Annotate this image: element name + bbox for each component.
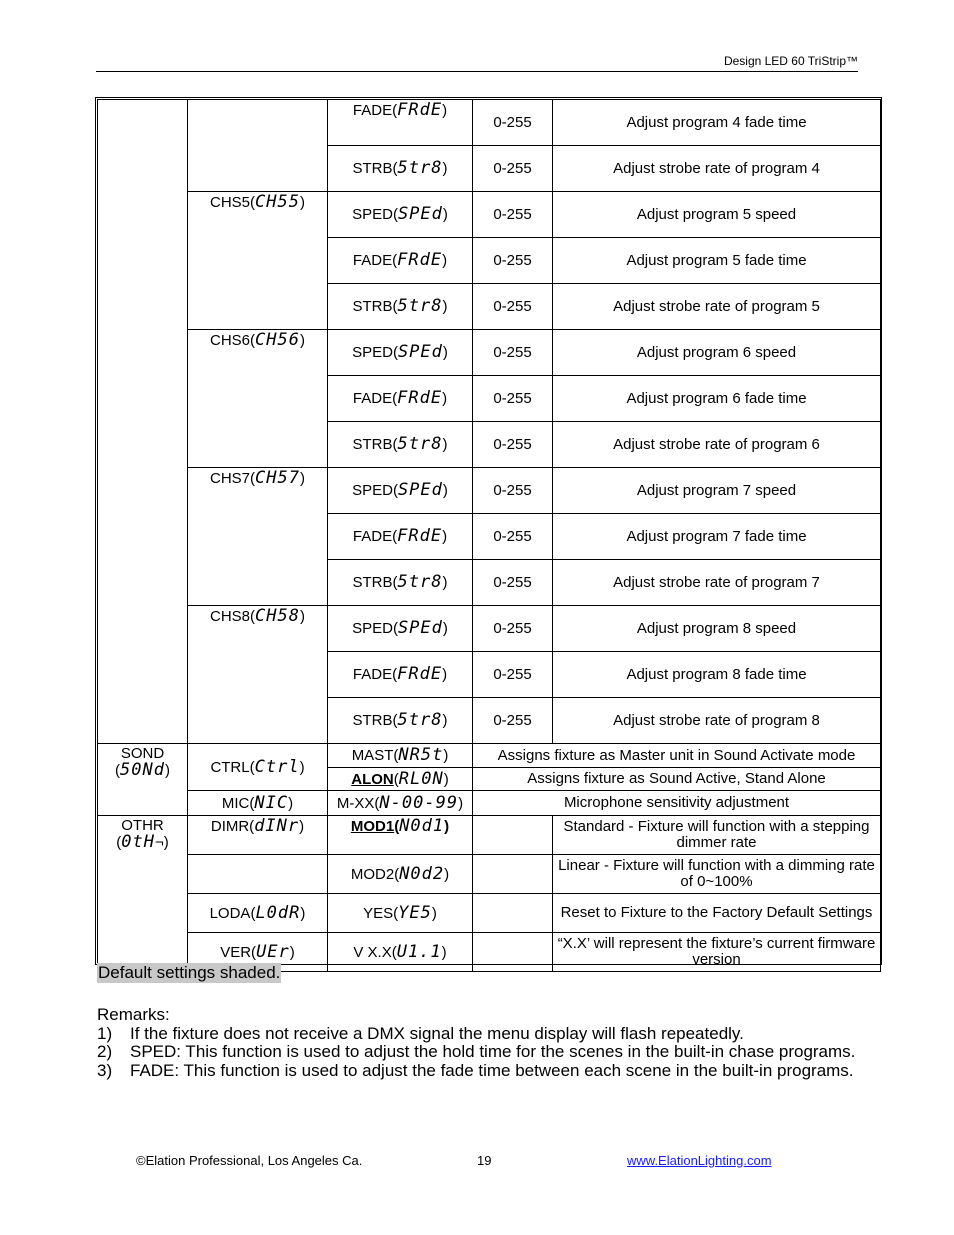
segment-display-text: YE5 bbox=[398, 902, 432, 923]
segment-display-text: SPEd bbox=[397, 204, 443, 224]
function-cell: STRB(5tr8) bbox=[328, 284, 473, 330]
range-cell: 0-255 bbox=[473, 698, 553, 744]
segment-display-text: RL0N bbox=[398, 768, 444, 789]
function-cell: FADE(FRdE) bbox=[328, 652, 473, 698]
description-cell: Adjust strobe rate of program 8 bbox=[553, 698, 881, 744]
function-cell: STRB(5tr8) bbox=[328, 422, 473, 468]
alon-cell: ALON(RL0N) bbox=[328, 768, 473, 791]
function-cell: SPED(SPEd) bbox=[328, 192, 473, 238]
segment-display-text: UEr bbox=[256, 941, 290, 962]
empty-range-cell bbox=[473, 894, 553, 933]
range-cell: 0-255 bbox=[473, 560, 553, 606]
footer-copyright: ©Elation Professional, Los Angeles Ca. bbox=[136, 1153, 363, 1168]
description-cell: Adjust program 5 speed bbox=[553, 192, 881, 238]
segment-display-text: N0d2 bbox=[399, 863, 445, 884]
segment-display-text: FRdE bbox=[397, 664, 443, 684]
channel-cell: CHS6(CH56) bbox=[188, 330, 328, 468]
range-cell: 0-255 bbox=[473, 422, 553, 468]
function-cell: SPED(SPEd) bbox=[328, 330, 473, 376]
remarks-section bbox=[97, 1006, 857, 1080]
table-row bbox=[98, 330, 881, 376]
menu-group-cell bbox=[98, 100, 188, 744]
segment-display-text: SPEd bbox=[397, 480, 443, 500]
segment-display-text: CH57 bbox=[255, 468, 300, 488]
remarks-list bbox=[97, 1025, 857, 1081]
description-cell: Adjust program 6 fade time bbox=[553, 376, 881, 422]
channel-cell: CHS8(CH58) bbox=[188, 606, 328, 744]
range-cell: 0-255 bbox=[473, 514, 553, 560]
table-row bbox=[98, 816, 881, 855]
segment-display-text: 50Nd bbox=[120, 760, 165, 780]
segment-display-text: U1.1 bbox=[396, 941, 442, 962]
range-cell: 0-255 bbox=[473, 468, 553, 514]
description-cell: Adjust strobe rate of program 5 bbox=[553, 284, 881, 330]
segment-display-text: 5tr8 bbox=[397, 434, 443, 454]
mast-cell: MAST(NR5t) bbox=[328, 744, 473, 768]
menu-table-frame bbox=[95, 97, 882, 968]
segment-display-text: FRdE bbox=[397, 250, 443, 270]
description-cell: Adjust program 6 speed bbox=[553, 330, 881, 376]
page-header-title: Design LED 60 TriStrip™ bbox=[723, 54, 858, 68]
empty-range-cell bbox=[473, 816, 553, 855]
mxx-cell: M-XX(N-00-99) bbox=[328, 791, 473, 816]
segment-display-text: NIC bbox=[254, 792, 289, 813]
description-cell: Adjust strobe rate of program 6 bbox=[553, 422, 881, 468]
function-cell: STRB(5tr8) bbox=[328, 560, 473, 606]
segment-display-text: 5tr8 bbox=[397, 572, 443, 592]
segment-display-text: FRdE bbox=[397, 100, 443, 120]
function-cell: FADE(FRdE) bbox=[328, 514, 473, 560]
function-cell: SPED(SPEd) bbox=[328, 606, 473, 652]
segment-display-text: SPEd bbox=[397, 618, 443, 638]
range-cell: 0-255 bbox=[473, 238, 553, 284]
segment-display-text: N0d1 bbox=[399, 816, 445, 836]
table-row bbox=[98, 100, 881, 146]
menu-table bbox=[97, 99, 881, 972]
dimr-cell: DIMR(dINr) bbox=[188, 816, 328, 855]
empty-range-cell bbox=[473, 855, 553, 894]
channel-cell: CHS5(CH55) bbox=[188, 192, 328, 330]
segment-display-text: L0dR bbox=[255, 902, 301, 923]
yes-cell: YES(YE5) bbox=[328, 894, 473, 933]
description-cell: Adjust strobe rate of program 4 bbox=[553, 146, 881, 192]
segment-display-text: Ctrl bbox=[254, 756, 300, 777]
range-cell: 0-255 bbox=[473, 330, 553, 376]
range-cell: 0-255 bbox=[473, 652, 553, 698]
function-cell: SPED(SPEd) bbox=[328, 468, 473, 514]
range-cell: 0-255 bbox=[473, 192, 553, 238]
segment-display-text: CH56 bbox=[255, 330, 300, 350]
alon-description: Assigns fixture as Sound Active, Stand Alone bbox=[473, 768, 881, 791]
mod1-cell: MOD1(N0d1) bbox=[328, 816, 473, 855]
function-cell: STRB(5tr8) bbox=[328, 698, 473, 744]
loda-description: Reset to Fixture to the Factory Default Settings bbox=[553, 894, 881, 933]
mod2-cell: MOD2(N0d2) bbox=[328, 855, 473, 894]
table-row bbox=[98, 468, 881, 514]
loda-cell: LODA(L0dR) bbox=[188, 894, 328, 933]
remarks-title: Remarks: bbox=[97, 1005, 170, 1024]
channel-cell: CHS7(CH57) bbox=[188, 468, 328, 606]
list-item: 2) SPED: This function is used to adjust the hold time for the scenes in the built-in chase programs. bbox=[97, 1042, 856, 1061]
segment-display-text: FRdE bbox=[397, 388, 443, 408]
channel-cell bbox=[188, 100, 328, 192]
range-cell: 0-255 bbox=[473, 376, 553, 422]
description-cell: Adjust program 7 fade time bbox=[553, 514, 881, 560]
sond-group-cell: SOND (50Nd) bbox=[98, 744, 188, 816]
description-cell: Adjust program 8 speed bbox=[553, 606, 881, 652]
list-item: 1) If the fixture does not receive a DMX signal the menu display will flash repeatedly. bbox=[97, 1023, 744, 1043]
ver-description: “X.X’ will represent the fixture’s current firmware version bbox=[553, 933, 881, 972]
mod2-description: Linear - Fixture will function with a dimming rate of 0~100% bbox=[553, 855, 881, 894]
function-cell: STRB(5tr8) bbox=[328, 146, 473, 192]
mast-description: Assigns fixture as Master unit in Sound Activate mode bbox=[473, 744, 881, 768]
description-cell: Adjust program 5 fade time bbox=[553, 238, 881, 284]
mic-cell: MIC(NIC) bbox=[188, 791, 328, 816]
function-cell: FADE(FRdE) bbox=[328, 376, 473, 422]
header-rule bbox=[96, 71, 858, 72]
footer-page-number: 19 bbox=[477, 1153, 492, 1168]
mod1-description: Standard - Fixture will function with a stepping dimmer rate bbox=[553, 816, 881, 855]
table-row bbox=[98, 791, 881, 816]
table-row bbox=[98, 744, 881, 768]
description-cell: Adjust program 8 fade time bbox=[553, 652, 881, 698]
segment-display-text: 0tH bbox=[121, 832, 155, 852]
mic-description: Microphone sensitivity adjustment bbox=[473, 791, 881, 816]
description-cell: Adjust program 4 fade time bbox=[553, 100, 881, 146]
segment-display-text: dINr bbox=[254, 816, 300, 836]
description-cell: Adjust strobe rate of program 7 bbox=[553, 560, 881, 606]
default-settings-note: Default settings shaded. bbox=[98, 963, 281, 982]
list-item: 3) FADE: This function is used to adjust the fade time between each scene in the built-in programs. bbox=[97, 1060, 854, 1080]
segment-display-text: NR5t bbox=[398, 745, 444, 765]
segment-display-text: CH55 bbox=[255, 192, 300, 212]
ver-cell: VER(UEr) bbox=[188, 933, 328, 972]
table-row bbox=[98, 855, 881, 894]
range-cell: 0-255 bbox=[473, 284, 553, 330]
range-cell: 0-255 bbox=[473, 100, 553, 146]
table-row bbox=[98, 192, 881, 238]
ctrl-cell: CTRL(Ctrl) bbox=[188, 744, 328, 791]
function-cell: FADE(FRdE) bbox=[328, 238, 473, 284]
empty-channel-cell bbox=[188, 855, 328, 894]
empty-range-cell bbox=[473, 933, 553, 972]
table-row bbox=[98, 894, 881, 933]
segment-display-text: 5tr8 bbox=[397, 158, 443, 178]
range-cell: 0-255 bbox=[473, 606, 553, 652]
segment-display-text: FRdE bbox=[397, 526, 443, 546]
segment-display-text: 5tr8 bbox=[397, 296, 443, 316]
range-cell: 0-255 bbox=[473, 146, 553, 192]
vxx-cell: V X.X(U1.1) bbox=[328, 933, 473, 972]
othr-group-cell: OTHR (0tH¬) bbox=[98, 816, 188, 972]
segment-display-text: CH58 bbox=[255, 606, 300, 626]
function-cell: FADE(FRdE) bbox=[328, 100, 473, 146]
footer-website-link[interactable]: www.ElationLighting.com bbox=[627, 1153, 772, 1168]
segment-display-text: SPEd bbox=[397, 342, 443, 362]
segment-display-text: 5tr8 bbox=[397, 710, 443, 730]
description-cell: Adjust program 7 speed bbox=[553, 468, 881, 514]
table-row bbox=[98, 606, 881, 652]
segment-display-text: N-00-99 bbox=[379, 792, 459, 813]
